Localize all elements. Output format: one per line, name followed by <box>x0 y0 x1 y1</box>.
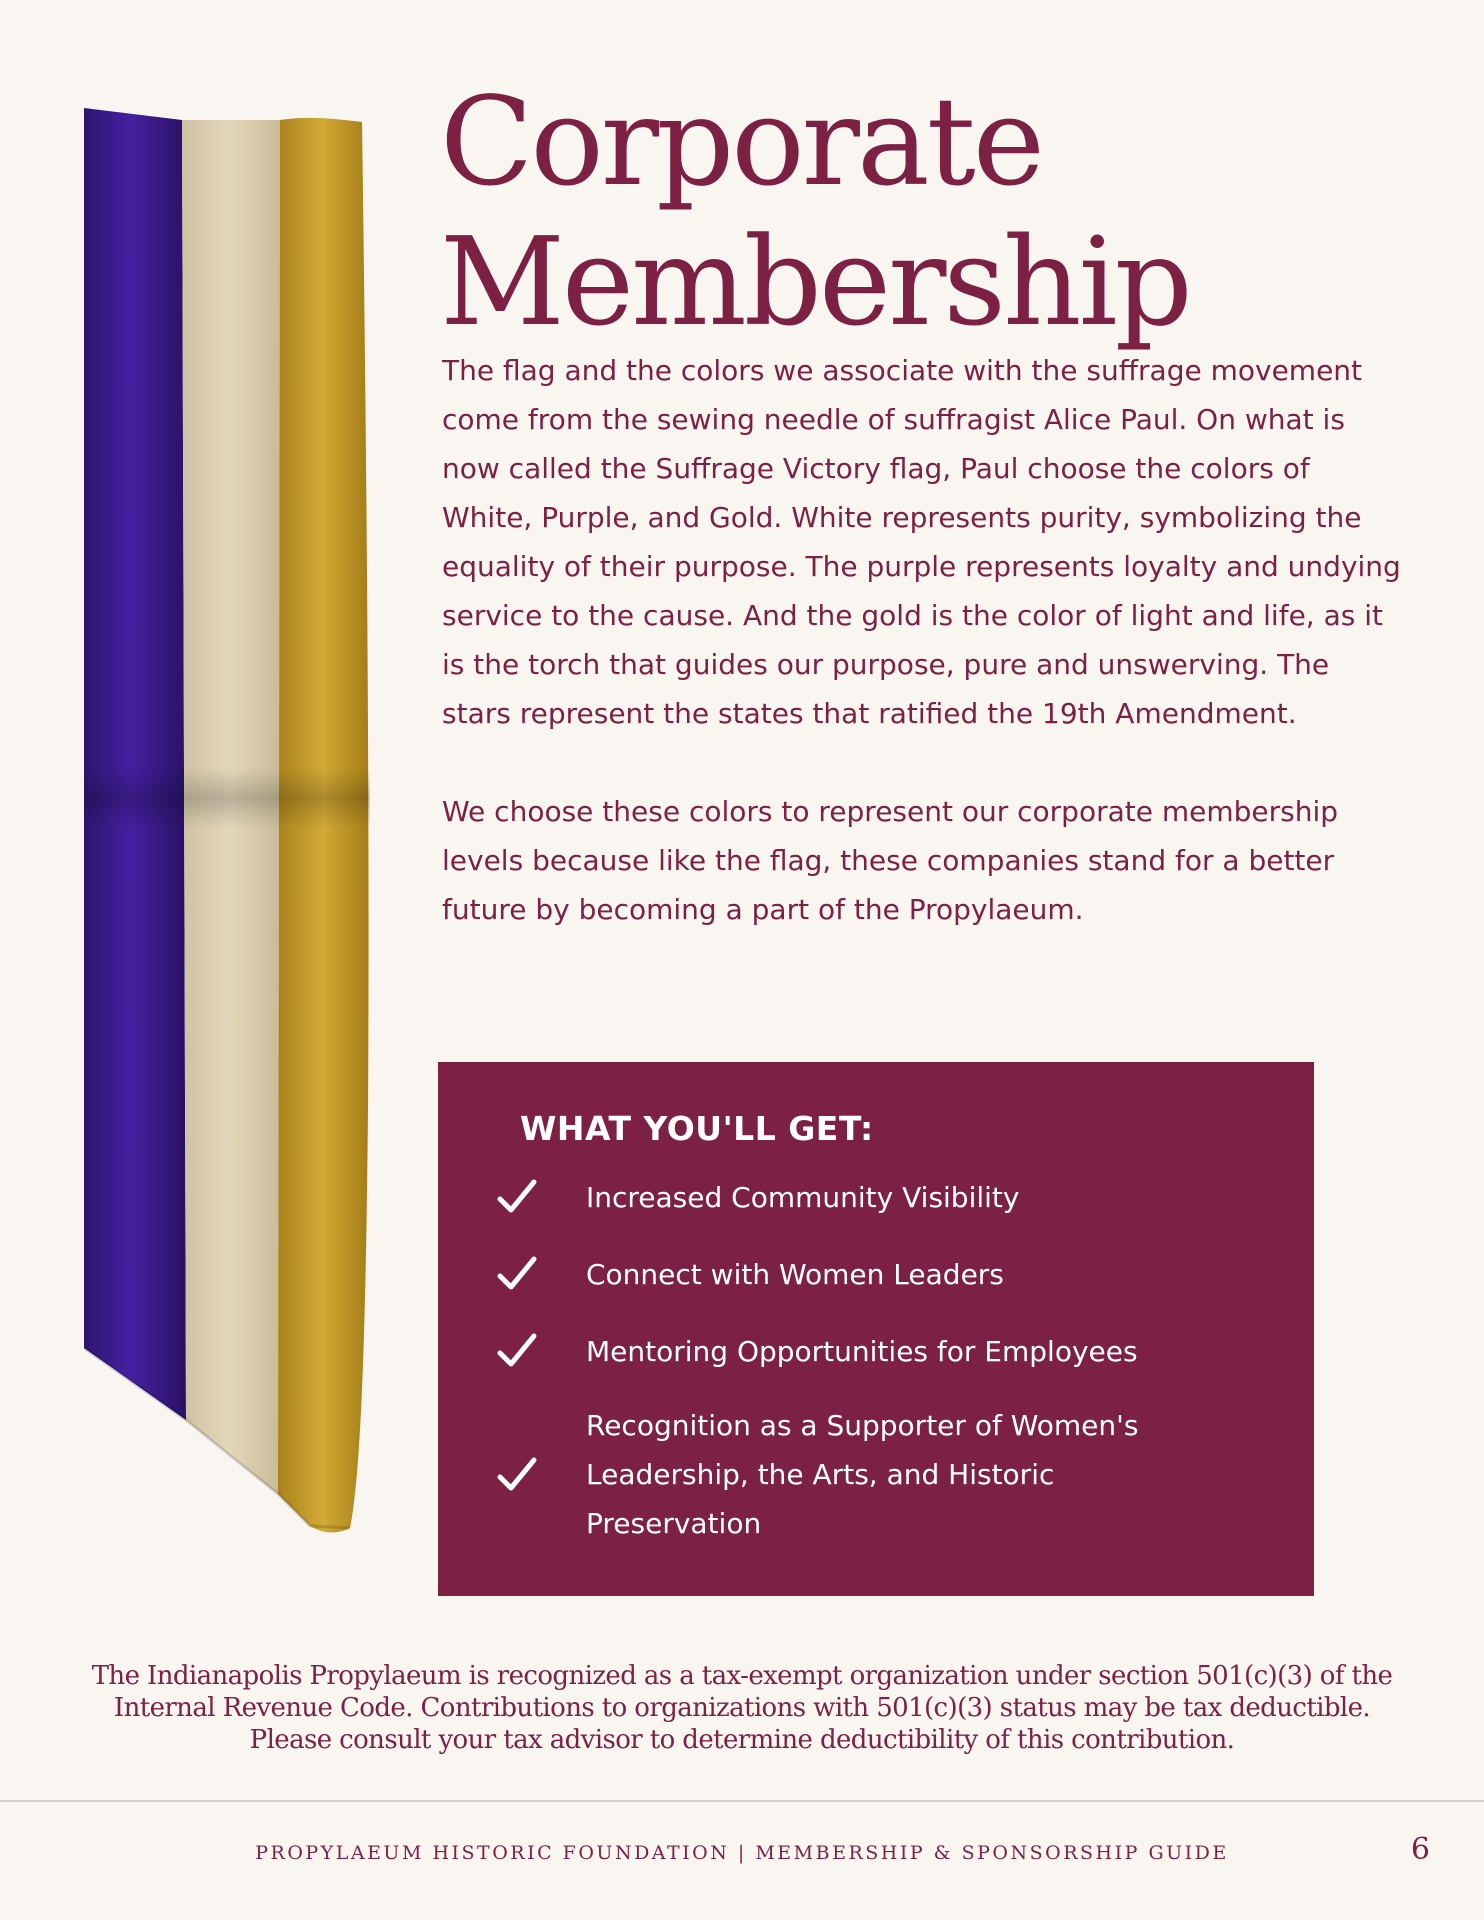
footer-title: PROPYLAEUM HISTORIC FOUNDATION | MEMBERSHIP & SPONSORSHIP GUIDE <box>255 1842 1229 1864</box>
footer-divider <box>0 1800 1484 1802</box>
benefit-item <box>438 1170 1314 1224</box>
title-line-2: Membership <box>440 211 1190 353</box>
checkmark-icon <box>496 1330 538 1372</box>
benefit-label: Mentoring Opportunities for Employees <box>586 1334 1138 1368</box>
benefits-heading: WHAT YOU'LL GET: <box>520 1109 874 1148</box>
benefit-label: Increased Community Visibility <box>586 1180 1020 1214</box>
paragraph-membership-colors: We choose these colors to represent our corporate membership levels because like the flag, these companies stand for a better future by becoming a part of the Propylaeum. <box>442 795 1339 926</box>
checkmark-icon <box>496 1253 538 1295</box>
benefit-label: Recognition as a Supporter of Women's Leadership, the Arts, and Historic Preservation <box>586 1409 1139 1540</box>
page-title <box>440 72 1190 352</box>
benefits-box <box>438 1062 1314 1596</box>
benefit-item <box>438 1324 1314 1378</box>
suffrage-flag-image <box>84 108 374 1540</box>
benefit-list <box>438 1170 1314 1548</box>
title-line-1: Corporate <box>440 71 1042 213</box>
intro-text <box>442 346 1402 983</box>
checkmark-icon <box>496 1454 538 1496</box>
paragraph-flag-history: The flag and the colors we associate with the suffrage movement come from the sewing needle of suffragist Alice Paul. On what is now called the Suffrage Victory flag, Paul choose the colors of White, Purple, and Gold. White represents purity, symbolizing the equality of their purpose. The purple represents loyalty and undying service to the cause. And the gold is the color of light and life, as it is the torch that guides our purpose, pure and unswerving. The stars represent the states that ratified the 19th Amendment. <box>442 354 1401 730</box>
page-number: 6 <box>1410 1832 1430 1867</box>
benefit-item <box>438 1247 1314 1301</box>
tax-disclaimer: The Indianapolis Propylaeum is recognized as a tax-exempt organization under section 501(c)(3) of the Internal Revenue Code. Contributions to organizations with 501(c)(3) status may be tax deductible. Please consult your tax advisor to determine deductibility of this contribution. <box>91 1661 1393 1755</box>
checkmark-icon <box>496 1176 538 1218</box>
benefit-label: Connect with Women Leaders <box>586 1257 1004 1291</box>
benefit-item <box>438 1401 1314 1548</box>
